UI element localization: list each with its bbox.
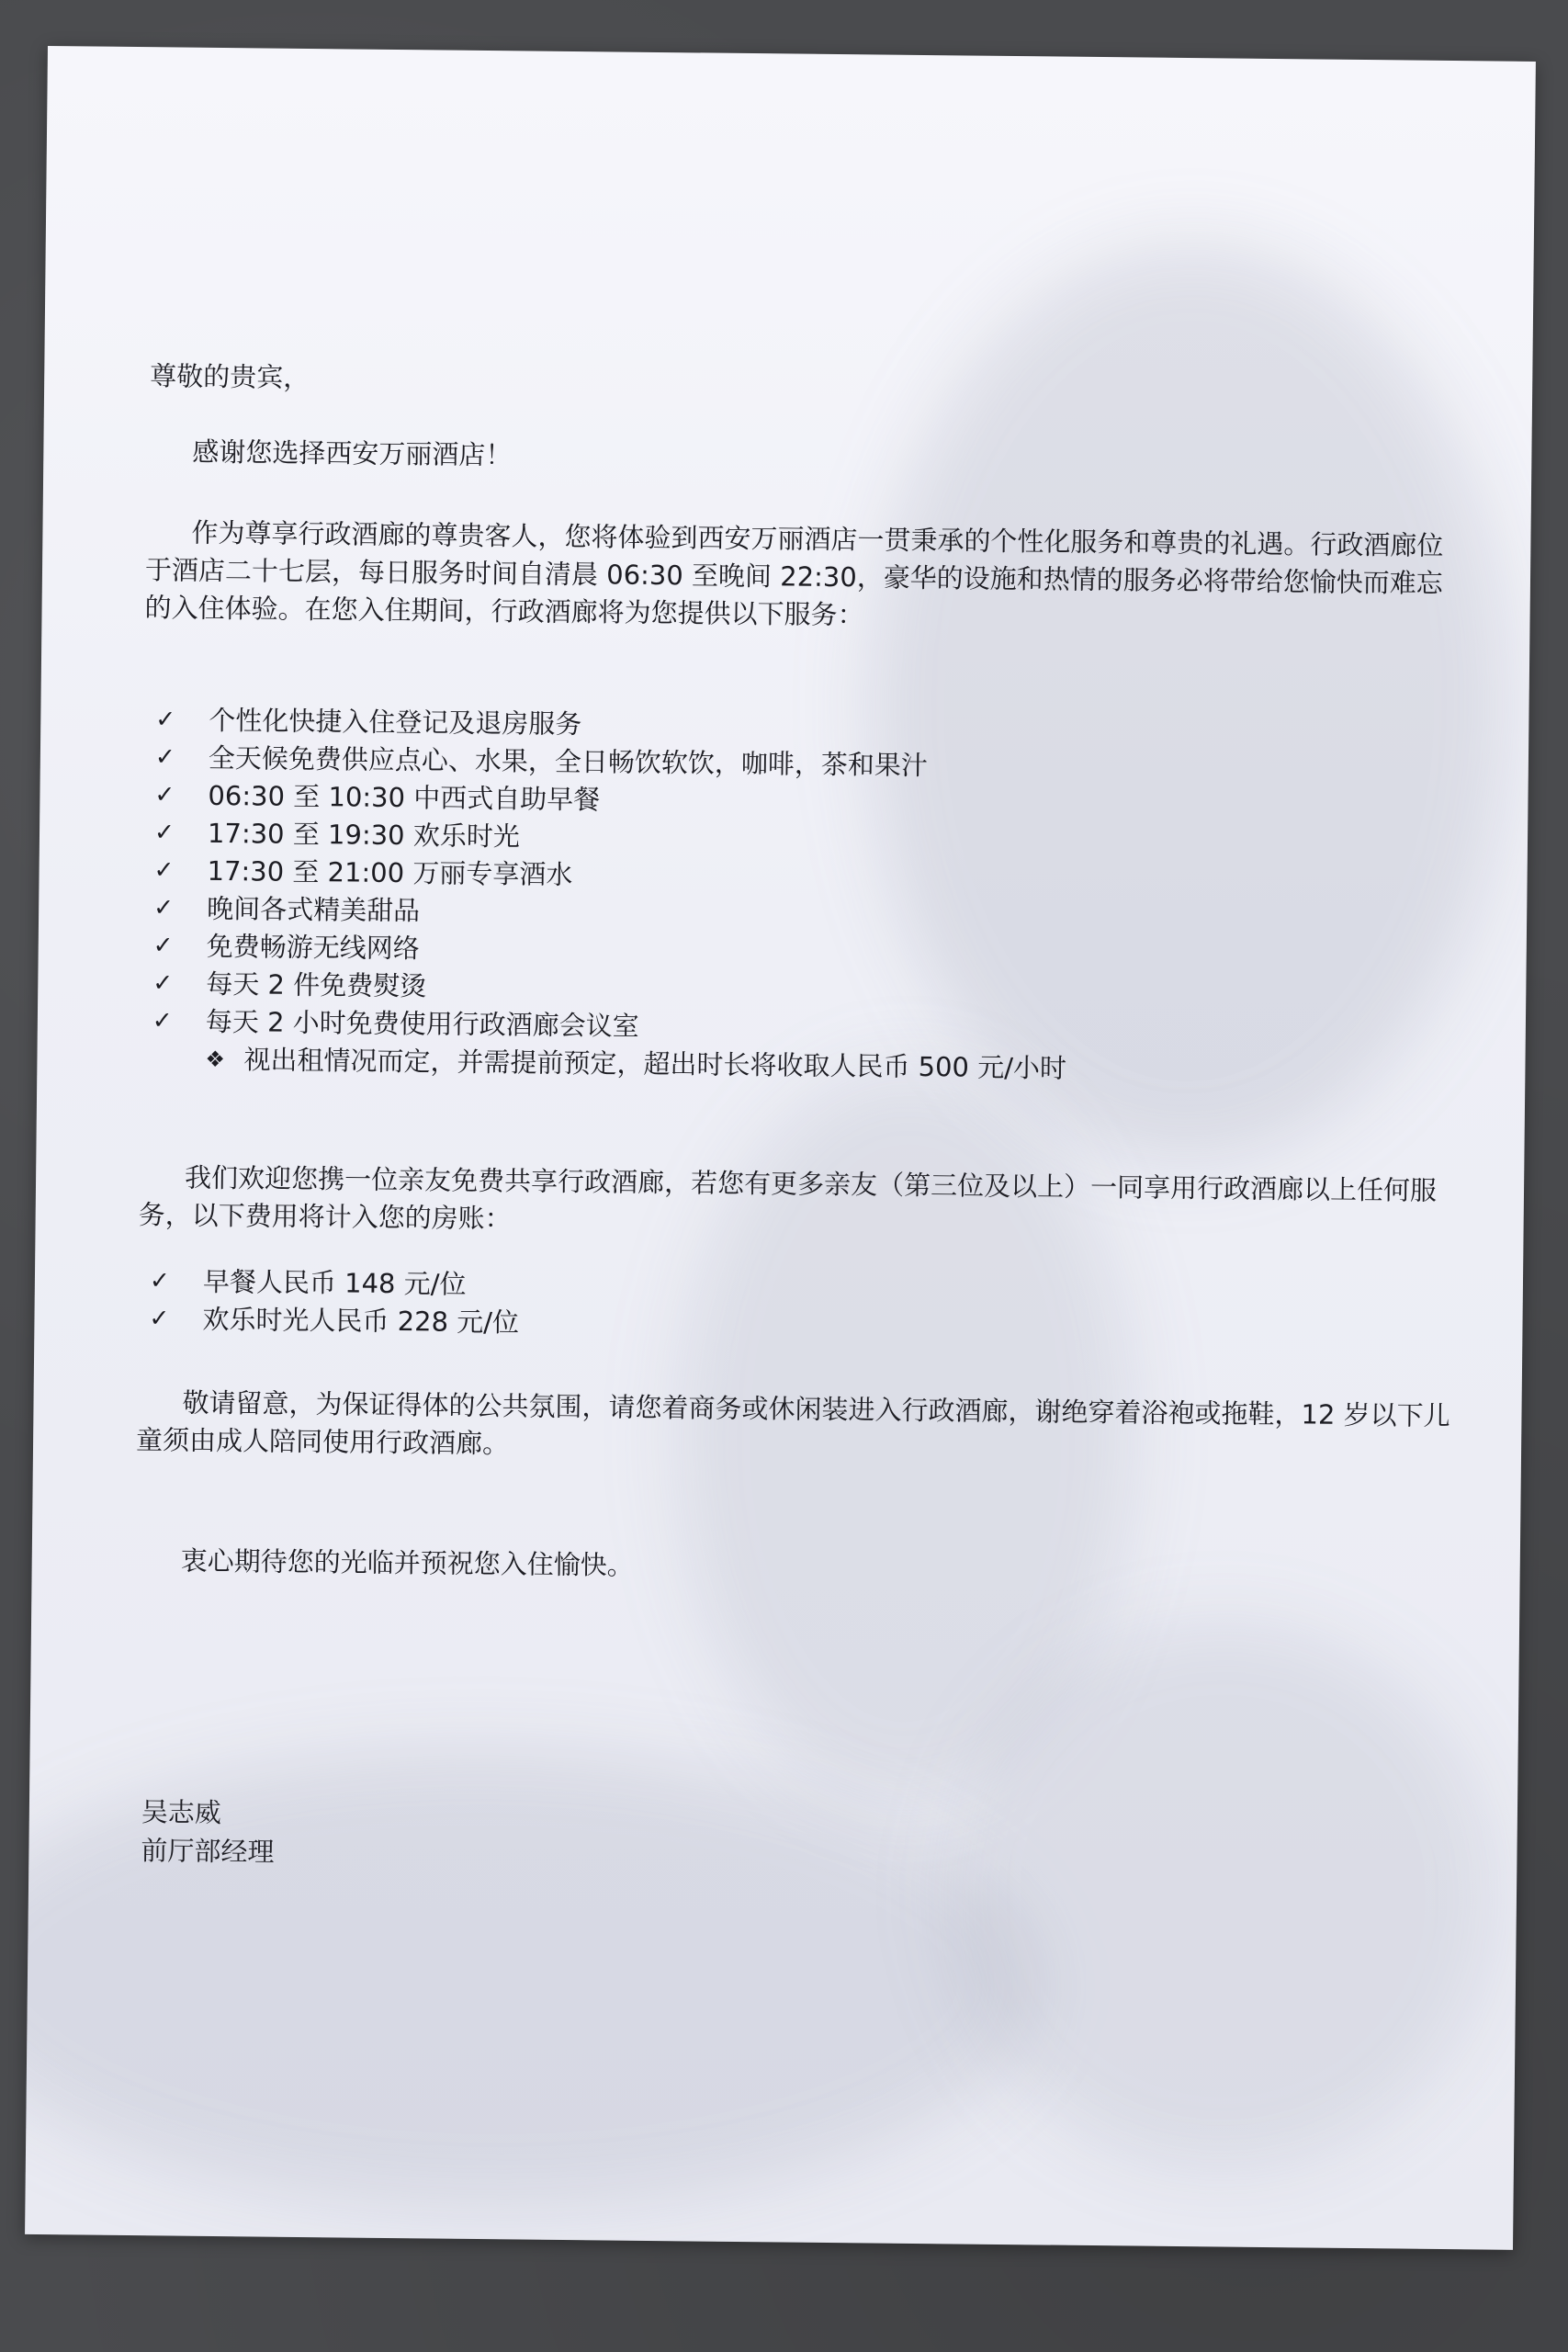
note-text: 视出租情况而定，并需提前预定，超出时长将收取人民币 500 元/小时 — [243, 1044, 1067, 1084]
checkmark-icon: ✓ — [154, 743, 175, 772]
letter-greeting: 尊敬的贵宾， — [150, 360, 310, 394]
service-text: 免费畅游无线网络 — [206, 930, 420, 965]
intro-paragraph: 作为尊享行政酒廊的尊贵客人，您将体验到西安万丽酒店一贯秉承的个性化服务和尊贵的礼遇。行政酒廊位于酒店二十七层，每日服务时间自清晨 06:30 至晚间 22:30，豪华的设施和热情的服务必将带给您愉快而难忘的入住体验。在您入住期间，行政酒廊将为您提供以下服务： — [144, 516, 1444, 631]
services-list — [152, 701, 1070, 1087]
closing-paragraph: 衷心期待您的光临并预祝您入住愉快。 — [180, 1544, 634, 1581]
diamond-bullet-icon: ❖ — [205, 1046, 226, 1073]
service-text: 晚间各式精美甜品 — [206, 892, 421, 927]
signer-name: 吴志威 — [141, 1796, 222, 1829]
checkmark-icon: ✓ — [153, 894, 175, 922]
service-text: 每天 2 小时免费使用行政酒廊会议室 — [205, 1005, 639, 1042]
service-text: 每天 2 件免费熨烫 — [206, 967, 427, 1002]
fee-text: 欢乐时光人民币 228 元/位 — [202, 1303, 520, 1339]
signature-block — [141, 1792, 275, 1871]
fees-list — [149, 1262, 519, 1341]
list-item — [149, 1300, 519, 1341]
checkmark-icon: ✓ — [154, 781, 175, 809]
checkmark-icon: ✓ — [152, 932, 174, 960]
fee-text: 早餐人民币 148 元/位 — [202, 1265, 467, 1300]
checkmark-icon: ✓ — [152, 969, 174, 998]
service-text: 06:30 至 10:30 中西式自助早餐 — [208, 779, 601, 816]
service-text: 17:30 至 21:00 万丽专享酒水 — [207, 854, 573, 891]
checkmark-icon: ✓ — [153, 819, 175, 847]
checkmark-icon: ✓ — [155, 706, 176, 734]
notice-paragraph: 敬请留意，为保证得体的公共氛围，请您着商务或休闲装进入行政酒廊，谢绝穿着浴袍或拖鞋，12 岁以下儿童须由成人陪同使用行政酒廊。 — [135, 1386, 1450, 1460]
welcome-paragraph: 我们欢迎您携一位亲友免费共享行政酒廊，若您有更多亲友（第三位及以上）一同享用行政酒廊以上任何服务，以下费用将计入您的房账： — [138, 1161, 1438, 1235]
thanks-paragraph: 感谢您选择西安万丽酒店！ — [192, 435, 513, 471]
checkmark-icon: ✓ — [153, 856, 175, 885]
checkmark-icon: ✓ — [149, 1267, 170, 1295]
letter-content — [25, 46, 1536, 2250]
letter-paper — [25, 46, 1536, 2250]
checkmark-icon: ✓ — [152, 1007, 173, 1035]
service-text: 全天候免费供应点心、水果，全日畅饮软饮，咖啡，茶和果汁 — [208, 741, 929, 782]
service-text: 17:30 至 19:30 欢乐时光 — [207, 817, 521, 853]
signer-title: 前厅部经理 — [141, 1835, 275, 1868]
checkmark-icon: ✓ — [149, 1305, 170, 1333]
list-item — [150, 1262, 520, 1304]
service-text: 个性化快捷入住登记及退房服务 — [209, 704, 582, 741]
